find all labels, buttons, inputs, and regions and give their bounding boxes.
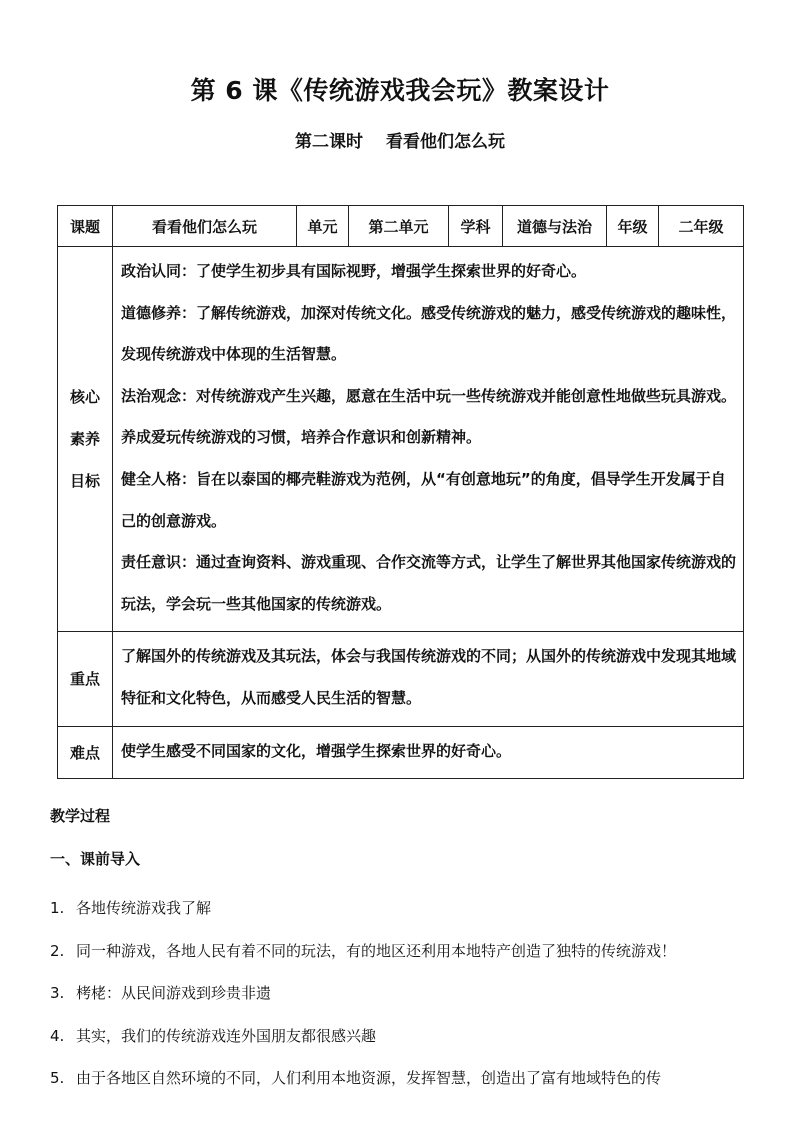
lesson-info-table bbox=[57, 205, 744, 779]
key-point-text: 了解国外的传统游戏及其玩法，体会与我国传统游戏的不同；从国外的传统游戏中发现其地域特征和文化特色，从而感受人民生活的智慧。 bbox=[113, 632, 744, 726]
key-point-row bbox=[58, 632, 744, 726]
step-number: 1. bbox=[50, 899, 65, 917]
step-number: 3. bbox=[50, 984, 65, 1002]
step-text: 栲栳：从民间游戏到珍贵非遗 bbox=[76, 984, 272, 1002]
goal-personality: 健全人格：旨在以泰国的椰壳鞋游戏为范例，从“有创意地玩”的角度，倡导学生开发属于自己的创意游戏。 bbox=[121, 469, 726, 530]
process-title: 教学过程 bbox=[50, 807, 111, 825]
step-list bbox=[50, 887, 770, 1100]
goal-morality: 道德修养：了解传统游戏，加深对传统文化。感受传统游戏的魅力，感受传统游戏的趣味性，发现传统游戏中体现的生活智慧。 bbox=[121, 303, 737, 364]
subject-label: 学科 bbox=[449, 206, 503, 247]
page-title: 第 6 课《传统游戏我会玩》教案设计 bbox=[190, 76, 610, 105]
unit-label: 单元 bbox=[297, 206, 349, 247]
subject-value: 道德与法治 bbox=[503, 206, 607, 247]
list-item bbox=[50, 972, 770, 1015]
grade-label: 年级 bbox=[607, 206, 659, 247]
core-goals-label bbox=[58, 247, 113, 632]
core-goals-row bbox=[58, 247, 744, 632]
key-point-label: 重点 bbox=[58, 632, 113, 726]
part1-title: 一、课前导入 bbox=[50, 850, 141, 868]
goal-political: 政治认同：了使学生初步具有国际视野，增强学生探索世界的好奇心。 bbox=[121, 262, 587, 280]
unit-value: 第二单元 bbox=[349, 206, 449, 247]
core-goals-label-line: 目标 bbox=[69, 472, 100, 491]
grade-value: 二年级 bbox=[659, 206, 744, 247]
core-goals-content bbox=[113, 247, 744, 632]
difficulty-row bbox=[58, 726, 744, 779]
step-number: 4. bbox=[50, 1026, 65, 1045]
step-number: 2. bbox=[50, 941, 65, 960]
topic-value: 看看他们怎么玩 bbox=[113, 206, 297, 247]
core-goals-label-line: 素养 bbox=[69, 430, 100, 449]
goal-responsibility: 责任意识：通过查询资料、游戏重现、合作交流等方式，让学生了解世界其他国家传统游戏的玩法，学会玩一些其他国家的传统游戏。 bbox=[121, 553, 737, 613]
difficulty-text: 使学生感受不同国家的文化，增强学生探索世界的好奇心。 bbox=[113, 726, 744, 779]
goal-rule-of-law: 法治观念：对传统游戏产生兴趣，愿意在生活中玩一些传统游戏并能创意性地做些玩具游戏。养成爱玩传统游戏的习惯，培养合作意识和创新精神。 bbox=[121, 386, 737, 447]
topic-label: 课题 bbox=[58, 206, 113, 247]
list-item bbox=[50, 1057, 770, 1100]
list-item bbox=[50, 1015, 770, 1058]
core-goals-label-line: 核心 bbox=[69, 388, 100, 407]
info-row bbox=[58, 206, 744, 247]
list-item bbox=[50, 930, 770, 973]
difficulty-label: 难点 bbox=[58, 726, 113, 779]
list-item bbox=[50, 887, 770, 930]
step-text: 各地传统游戏我了解 bbox=[76, 899, 212, 917]
step-text: 其实，我们的传统游戏连外国朋友都很感兴趣 bbox=[76, 1026, 377, 1045]
step-text: 同一种游戏，各地人民有着不同的玩法，有的地区还利用本地特产创造了独特的传统游戏！ bbox=[76, 941, 677, 960]
page-subtitle: 第二课时 看看他们怎么玩 bbox=[295, 132, 505, 152]
step-number: 5. bbox=[50, 1069, 65, 1087]
step-text: 由于各地区自然环境的不同，人们利用本地资源，发挥智慧，创造出了富有地域特色的传 bbox=[76, 1069, 662, 1087]
